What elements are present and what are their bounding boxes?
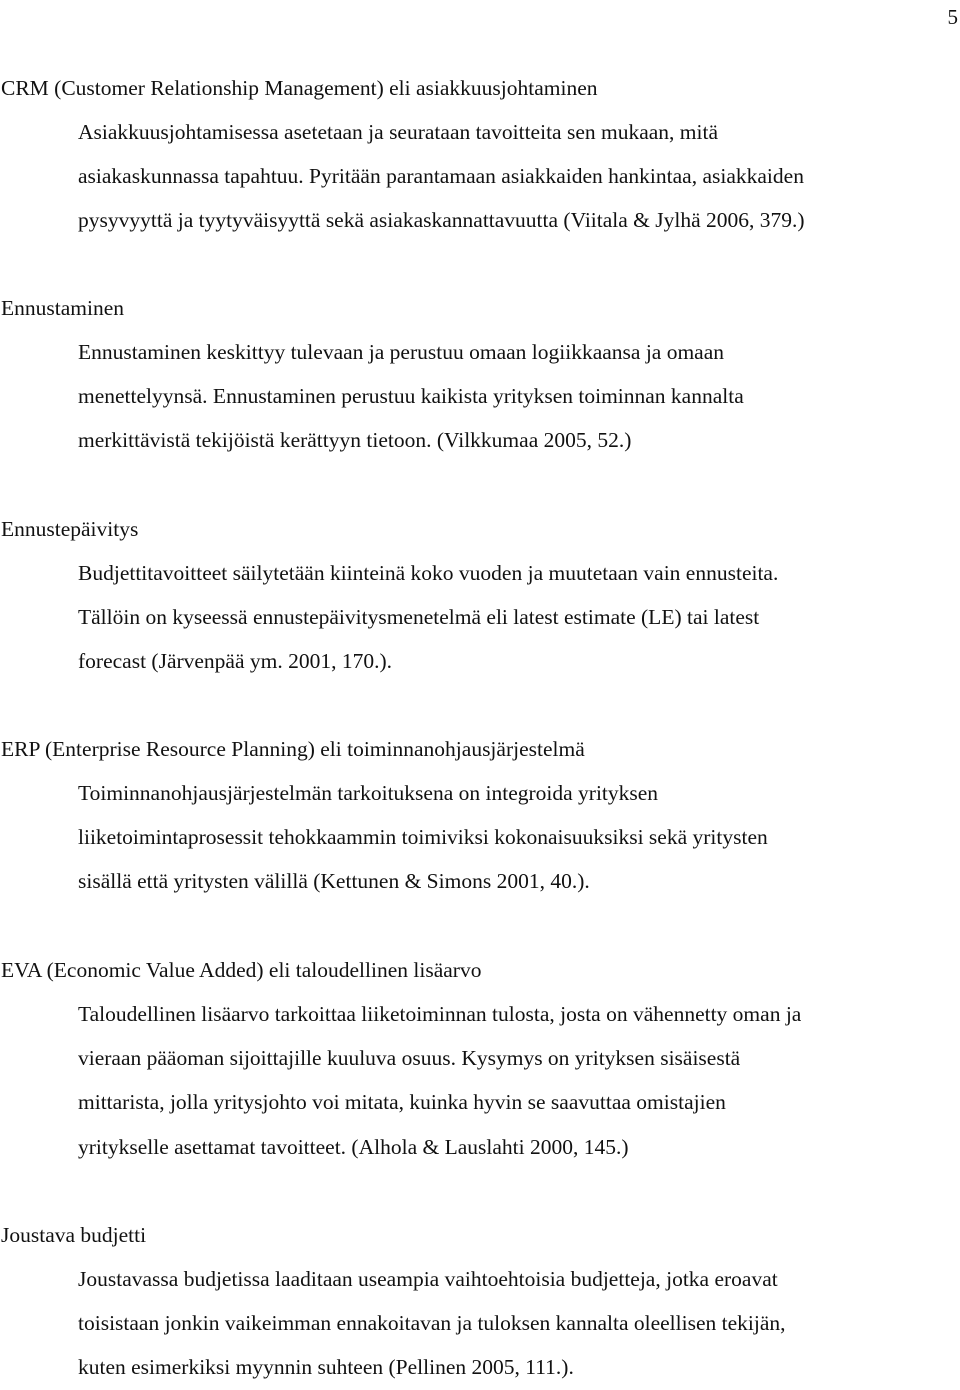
entry-definition: [0, 992, 958, 1169]
glossary-entry-crm: [0, 66, 958, 243]
entry-term: Ennustepäivitys: [1, 517, 139, 541]
definition-line: yritykselle asettamat tavoitteet. (Alhola & Lauslahti 2000, 145.): [78, 1134, 629, 1159]
definition-line: menettelyynsä. Ennustaminen perustuu kaikista yrityksen toiminnan kannalta: [78, 384, 744, 409]
glossary-entry-joustava-budjetti: [0, 1213, 958, 1390]
definition-line: Ennustaminen keskittyy tulevaan ja perustuu omaan logiikkaansa ja omaan: [78, 340, 725, 364]
definition-line: mittarista, jolla yritysjohto voi mitata, kuinka hyvin se saavuttaa omistajien: [78, 1090, 726, 1115]
definition-line: merkittävistä tekijöistä kerättyyn tietoon. (Vilkkumaa 2005, 52.): [78, 428, 632, 453]
definition-line: Joustavassa budjetissa laaditaan useampia vaihtoehtoisia budjetteja, jotka eroavat: [78, 1267, 778, 1291]
glossary-entry-ennustaminen: [0, 286, 958, 463]
definition-line: vieraan pääoman sijoittajille kuuluva osuus. Kysymys on yrityksen sisäisestä: [78, 1046, 741, 1071]
definition-line: Budjettitavoitteet säilytetään kiinteinä koko vuoden ja muutetaan vain ennusteita.: [78, 561, 779, 585]
definition-line: forecast (Järvenpää ym. 2001, 170.).: [78, 649, 393, 674]
entry-definition: [0, 1257, 958, 1390]
definition-line: kuten esimerkiksi myynnin suhteen (Pellinen 2005, 111.).: [78, 1355, 574, 1380]
glossary-entry-eva: [0, 948, 958, 1169]
definition-line: pysyvyyttä ja tyytyväisyyttä sekä asiakaskannattavuutta (Viitala & Jylhä 2006, 379.): [78, 208, 805, 233]
entry-definition: [0, 110, 958, 243]
definition-line: Tällöin on kyseessä ennustepäivitysmenetelmä eli latest estimate (LE) tai latest: [78, 605, 760, 630]
entry-definition: [0, 551, 958, 684]
definition-line: Asiakkuusjohtamisessa asetetaan ja seurataan tavoitteita sen mukaan, mitä: [78, 120, 719, 144]
definition-line: asiakaskunnassa tapahtuu. Pyritään parantamaan asiakkaiden hankintaa, asiakkaiden: [78, 164, 804, 189]
definition-line: Taloudellinen lisäarvo tarkoittaa liiketoiminnan tulosta, josta on vähennetty oman ja: [78, 1002, 802, 1026]
entry-definition: [0, 771, 958, 904]
definition-line: liiketoimintaprosessit tehokkaammin toimiviksi kokonaisuuksiksi sekä yritysten: [78, 825, 768, 850]
entry-term: Joustava budjetti: [1, 1223, 147, 1247]
entry-term: CRM (Customer Relationship Management) eli asiakkuusjohtaminen: [1, 76, 598, 100]
definition-line: sisällä että yritysten välillä (Kettunen & Simons 2001, 40.).: [78, 869, 590, 894]
glossary-entry-ennustepaivitys: [0, 507, 958, 684]
entry-term: Ennustaminen: [1, 296, 125, 320]
entry-definition: [0, 330, 958, 463]
entry-term: ERP (Enterprise Resource Planning) eli toiminnanohjausjärjestelmä: [1, 737, 585, 761]
glossary-entry-erp: [0, 727, 958, 904]
definition-line: Toiminnanohjausjärjestelmän tarkoituksena on integroida yrityksen: [78, 781, 659, 805]
entry-term: EVA (Economic Value Added) eli taloudellinen lisäarvo: [1, 958, 482, 982]
page-number: 5: [947, 5, 958, 29]
definition-line: toisistaan jonkin vaikeimman ennakoitavan ja tuloksen kannalta oleellisen tekijän,: [78, 1311, 786, 1336]
